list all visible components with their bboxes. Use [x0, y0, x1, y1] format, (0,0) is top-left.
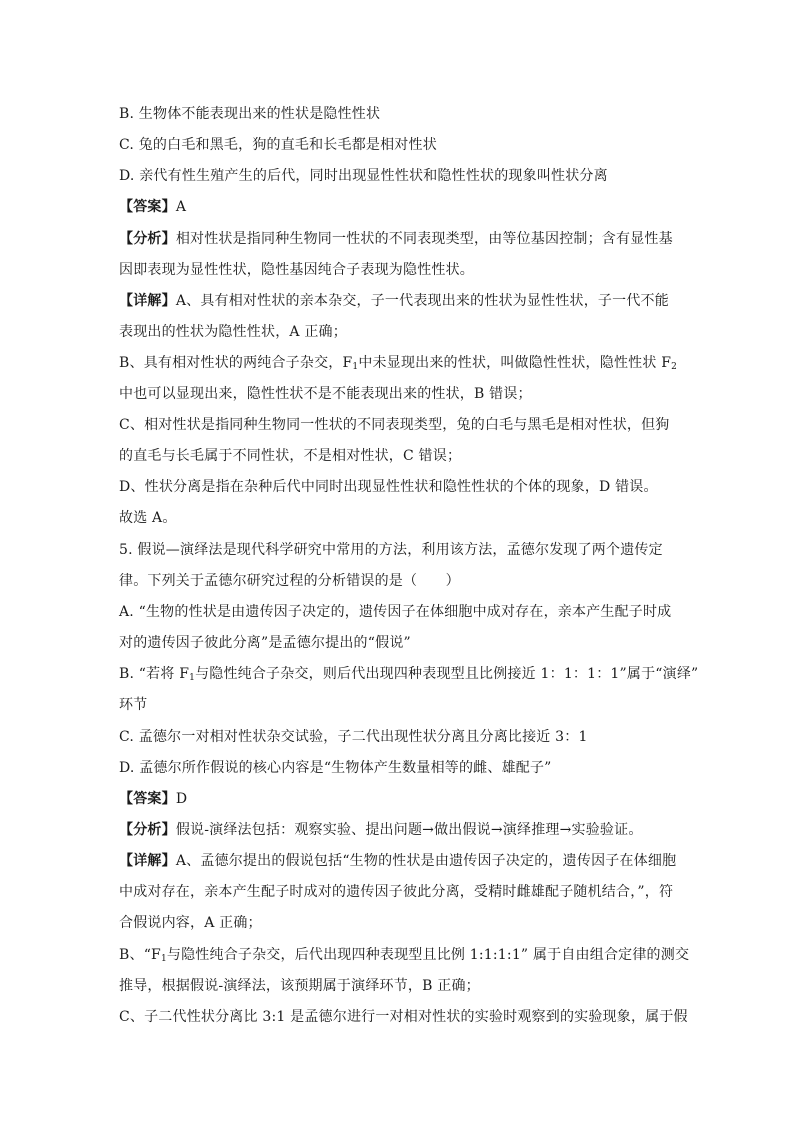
line-text: 推导，根据假说-演绎法，该预期属于演绎环节，B 正确； — [119, 978, 480, 994]
text-line — [119, 384, 679, 404]
line-text: 中也可以显现出来，隐性性状不是不能表现出来的性状，B 错误； — [119, 386, 532, 402]
text-line — [119, 758, 679, 778]
text-line — [119, 633, 679, 653]
line-text: 合假说内容，A 正确； — [119, 915, 262, 931]
text-line — [119, 104, 679, 124]
line-text: A、孟德尔提出的假说包括“生物的性状是由遗传因子决定的，遗传因子在体细胞 — [175, 853, 677, 869]
text-line — [119, 135, 679, 155]
line-text: C、相对性状是指同种生物同一性状的不同表现类型，兔的白毛与黑毛是相对性状，但狗 — [119, 417, 670, 433]
line-text: 中成对存在，亲本产生配子时成对的遗传因子彼此分离，受精时雌雄配子随机结合，”，符 — [119, 884, 674, 900]
line-text: 5. 假说—演绎法是现代科学研究中常用的方法，利用该方法，孟德尔发现了两个遗传定 — [119, 542, 663, 558]
line-text: D. 亲代有性生殖产生的后代，同时出现显性性状和隐性性状的现象叫性状分离 — [119, 168, 608, 184]
line-text: 假说-演绎法包括：观察实验、提出问题→做出假说→演绎推理→实验验证。 — [175, 822, 643, 838]
text-line — [119, 882, 679, 902]
line-text: 表现出的性状为隐性性状，A 正确； — [119, 324, 347, 340]
text-line — [119, 789, 679, 809]
text-line — [119, 976, 679, 996]
line-text: 的直毛与长毛属于不同性状，不是相对性状，C 错误； — [119, 448, 462, 464]
line-text: A — [175, 199, 187, 215]
line-text: C. 兔的白毛和黑毛，狗的直毛和长毛都是相对性状 — [119, 137, 437, 153]
line-text: B、具有相对性状的两纯合子杂交，F — [119, 355, 353, 371]
line-text: 中未显现出来的性状，叫做隐性性状，隐性性状 F — [358, 355, 672, 371]
text-line — [119, 571, 679, 591]
section-tag: 【详解】 — [119, 853, 176, 869]
text-line — [119, 322, 679, 342]
text-line — [119, 664, 699, 684]
line-text: B. 生物体不能表现出来的性状是隐性性状 — [119, 106, 381, 122]
line-text: 对的遗传因子彼此分离”是孟德尔提出的“假说” — [119, 635, 411, 651]
line-text: D — [175, 791, 188, 807]
text-line — [119, 727, 679, 747]
text-line — [119, 229, 679, 249]
text-line — [119, 446, 679, 466]
subscript: 2 — [671, 362, 678, 372]
section-tag: 【答案】 — [119, 791, 176, 807]
line-text: B、“F — [119, 947, 161, 963]
line-text: 与隐性纯合子杂交，后代出现四种表现型且比例 1:1:1:1” 属于自由组合定律的测交 — [166, 947, 690, 963]
text-line — [119, 260, 679, 280]
text-line — [119, 415, 679, 435]
section-tag: 【分析】 — [119, 822, 176, 838]
text-line — [119, 166, 679, 186]
text-line — [119, 353, 679, 373]
line-text: A、具有相对性状的亲本杂交，子一代表现出来的性状为显性性状，子一代不能 — [175, 293, 669, 309]
text-line — [119, 477, 679, 497]
subscript: 1 — [189, 673, 196, 683]
section-tag: 【分析】 — [119, 231, 176, 247]
text-line — [119, 197, 679, 217]
line-text: D. 孟德尔所作假说的核心内容是“生物体产生数量相等的雌、雄配子” — [119, 760, 552, 776]
text-line — [119, 291, 679, 311]
text-line — [119, 1007, 688, 1027]
line-text: A. “生物的性状是由遗传因子决定的，遗传因子在体细胞中成对存在，亲本产生配子时成 — [119, 604, 672, 620]
text-line — [119, 540, 679, 560]
text-line — [119, 508, 679, 528]
line-text: D、性状分离是指在杂种后代中同时出现显性性状和隐性性状的个体的现象，D 错误。 — [119, 479, 658, 495]
text-line — [119, 695, 679, 715]
line-text: 因即表现为显性性状，隐性基因纯合子表现为隐性性状。 — [119, 262, 474, 278]
section-tag: 【详解】 — [119, 293, 176, 309]
line-text: 相对性状是指同种生物同一性状的不同表现类型，由等位基因控制；含有显性基 — [175, 231, 673, 247]
line-text: 律。下列关于孟德尔研究过程的分析错误的是（ ） — [119, 573, 460, 589]
line-text: 与隐性纯合子杂交，则后代出现四种表现型且比例接近 1：1：1：1”属于“演绎” — [195, 666, 699, 682]
text-line — [119, 913, 679, 933]
text-line — [119, 820, 679, 840]
line-text: 故选 A。 — [119, 510, 177, 526]
line-text: C. 孟德尔一对相对性状杂交试验，子二代出现性状分离且分离比接近 3：1 — [119, 729, 588, 745]
section-tag: 【答案】 — [119, 199, 176, 215]
text-line — [119, 851, 679, 871]
subscript: 1 — [352, 362, 359, 372]
line-text: B. “若将 F — [119, 666, 190, 682]
line-text: 环节 — [119, 697, 148, 713]
line-text: C、子二代性状分离比 3:1 是孟德尔进行一对相对性状的实验时观察到的实验现象，属于假 — [119, 1009, 688, 1025]
text-line — [119, 945, 690, 965]
subscript: 1 — [160, 954, 167, 964]
text-line — [119, 602, 679, 622]
